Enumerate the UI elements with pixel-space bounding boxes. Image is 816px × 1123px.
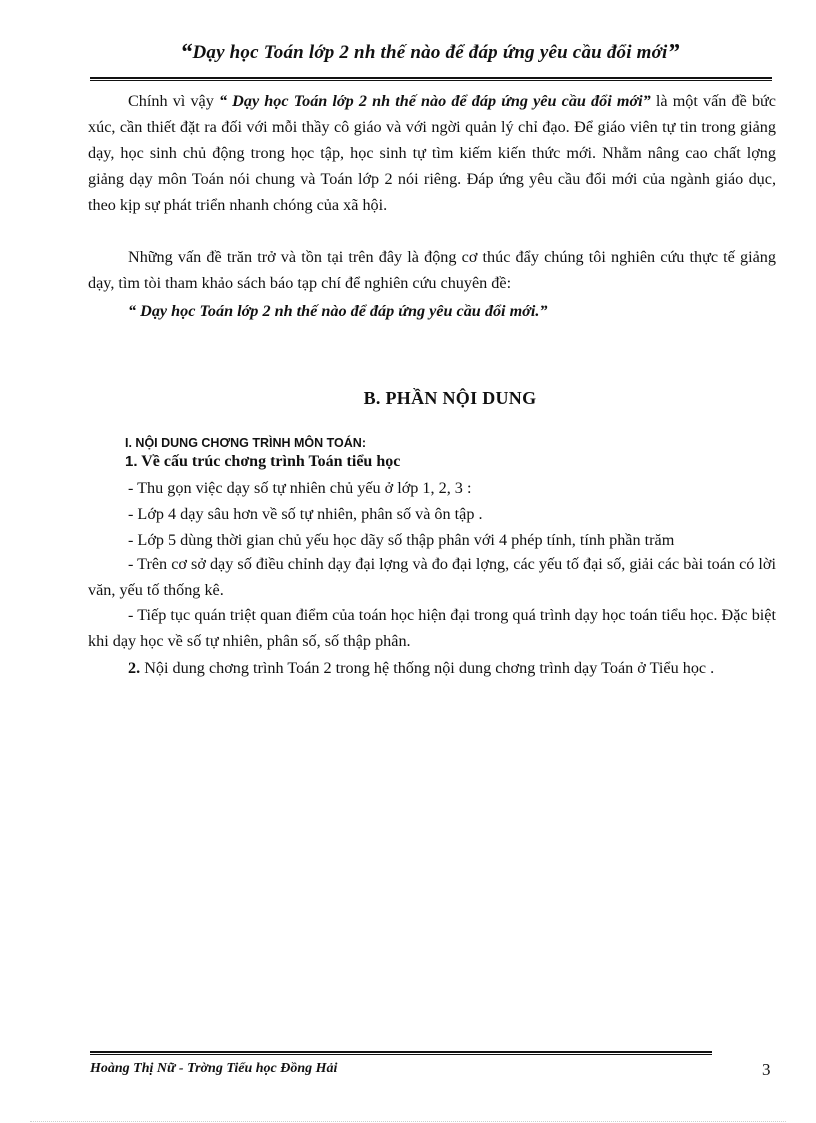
intro-topic-text: “ Dạy học Toán lớp 2 nh thế nào để đáp ứng yêu cầu đổi mới.” bbox=[128, 302, 548, 320]
list-item-text: - Tiếp tục quán triệt quan điểm của toán học hiện đại trong quá trình dạy học toán tiểu học. Đặc biệt khi dạy học về số tự nhiên, phân số, số thập phân. bbox=[88, 606, 776, 650]
subsection-heading-2 bbox=[125, 453, 400, 471]
header-close-quote: ” bbox=[667, 40, 680, 66]
intro-p2-text: Những vấn đề trăn trở và tồn tại trên đây là động cơ thúc đẩy chúng tôi nghiên cứu thực tế giảng dạy, tìm tòi tham khảo sách báo tạp chí để nghiên cứu chuyên đề: bbox=[88, 248, 776, 292]
subsection-number: 1. bbox=[125, 453, 138, 470]
header-open-quote: “ bbox=[180, 40, 193, 66]
list-item-3 bbox=[88, 527, 776, 553]
point-2-paragraph bbox=[88, 655, 776, 681]
intro-paragraph-1 bbox=[88, 88, 776, 218]
footer-author: Hoàng Thị Nữ - Trờng Tiểu học Đồng Hải bbox=[90, 1061, 338, 1076]
section-title: B. PHẦN NỘI DUNG bbox=[363, 388, 537, 408]
intro-topic bbox=[88, 298, 776, 324]
header-divider bbox=[90, 77, 772, 81]
intro-p1-start: Chính vì vậy bbox=[128, 92, 219, 110]
list-item-text: - Lớp 5 dùng thời gian chủ yếu học dãy số thập phân với 4 phép tính, tính phần trăm bbox=[128, 531, 675, 549]
intro-p1-emphasis: “ Dạy học Toán lớp 2 nh thế nào để đáp ứng yêu cầu đổi mới” bbox=[218, 92, 651, 110]
list-item-text: - Lớp 4 dạy sâu hơn về số tự nhiên, phân số và ôn tập . bbox=[128, 505, 483, 523]
list-item-4 bbox=[88, 551, 776, 603]
subsection-heading: I. NỘI DUNG CHƠNG TRÌNH MÔN TOÁN: bbox=[125, 436, 366, 450]
header-title-text: Dạy học Toán lớp 2 nh thế nào để đáp ứng yêu cầu đổi mới bbox=[192, 42, 668, 63]
list-item-1 bbox=[88, 475, 776, 501]
list-item-text: - Thu gọn việc dạy số tự nhiên chủ yếu ở lớp 1, 2, 3 : bbox=[128, 479, 472, 497]
point-2-text: Nội dung chơng trình Toán 2 trong hệ thống nội dung chơng trình dạy Toán ở Tiểu học . bbox=[140, 659, 715, 677]
intro-p1-end: là một vấn đề bức xúc, cần thiết đặt ra đối với mỗi thầy cô giáo và với ngời quản lý chỉ đạo. Để giáo viên tự tin trong giảng dạy, học sinh chủ động trong học tập, học sinh tự tìm kiếm kiến thức mới. Nhằm nâng cao chất lợng giảng dạy môn Toán nói chung và Toán lớp 2 nói riêng. Đáp ứng yêu cầu đổi mới của ngành giáo dục, theo kịp sự phát triển nhanh chóng của xã hội. bbox=[88, 92, 776, 214]
point-2-label: 2. bbox=[128, 659, 141, 677]
page-header-title bbox=[90, 40, 770, 67]
page-edge-dotted-line bbox=[30, 1121, 786, 1122]
subsection-heading-2-text: Về cấu trúc chơng trình Toán tiểu học bbox=[137, 453, 401, 470]
list-item-text: - Trên cơ sở dạy số điều chỉnh dạy đại lợng và đo đại lợng, các yếu tố đại số, giải các bài toán có lời văn, yếu tố thống kê. bbox=[88, 555, 776, 599]
page-number: 3 bbox=[762, 1060, 771, 1079]
footer-divider bbox=[90, 1051, 712, 1055]
list-item-5 bbox=[88, 602, 776, 654]
intro-paragraph-2 bbox=[88, 244, 776, 296]
list-item-2 bbox=[88, 501, 776, 527]
